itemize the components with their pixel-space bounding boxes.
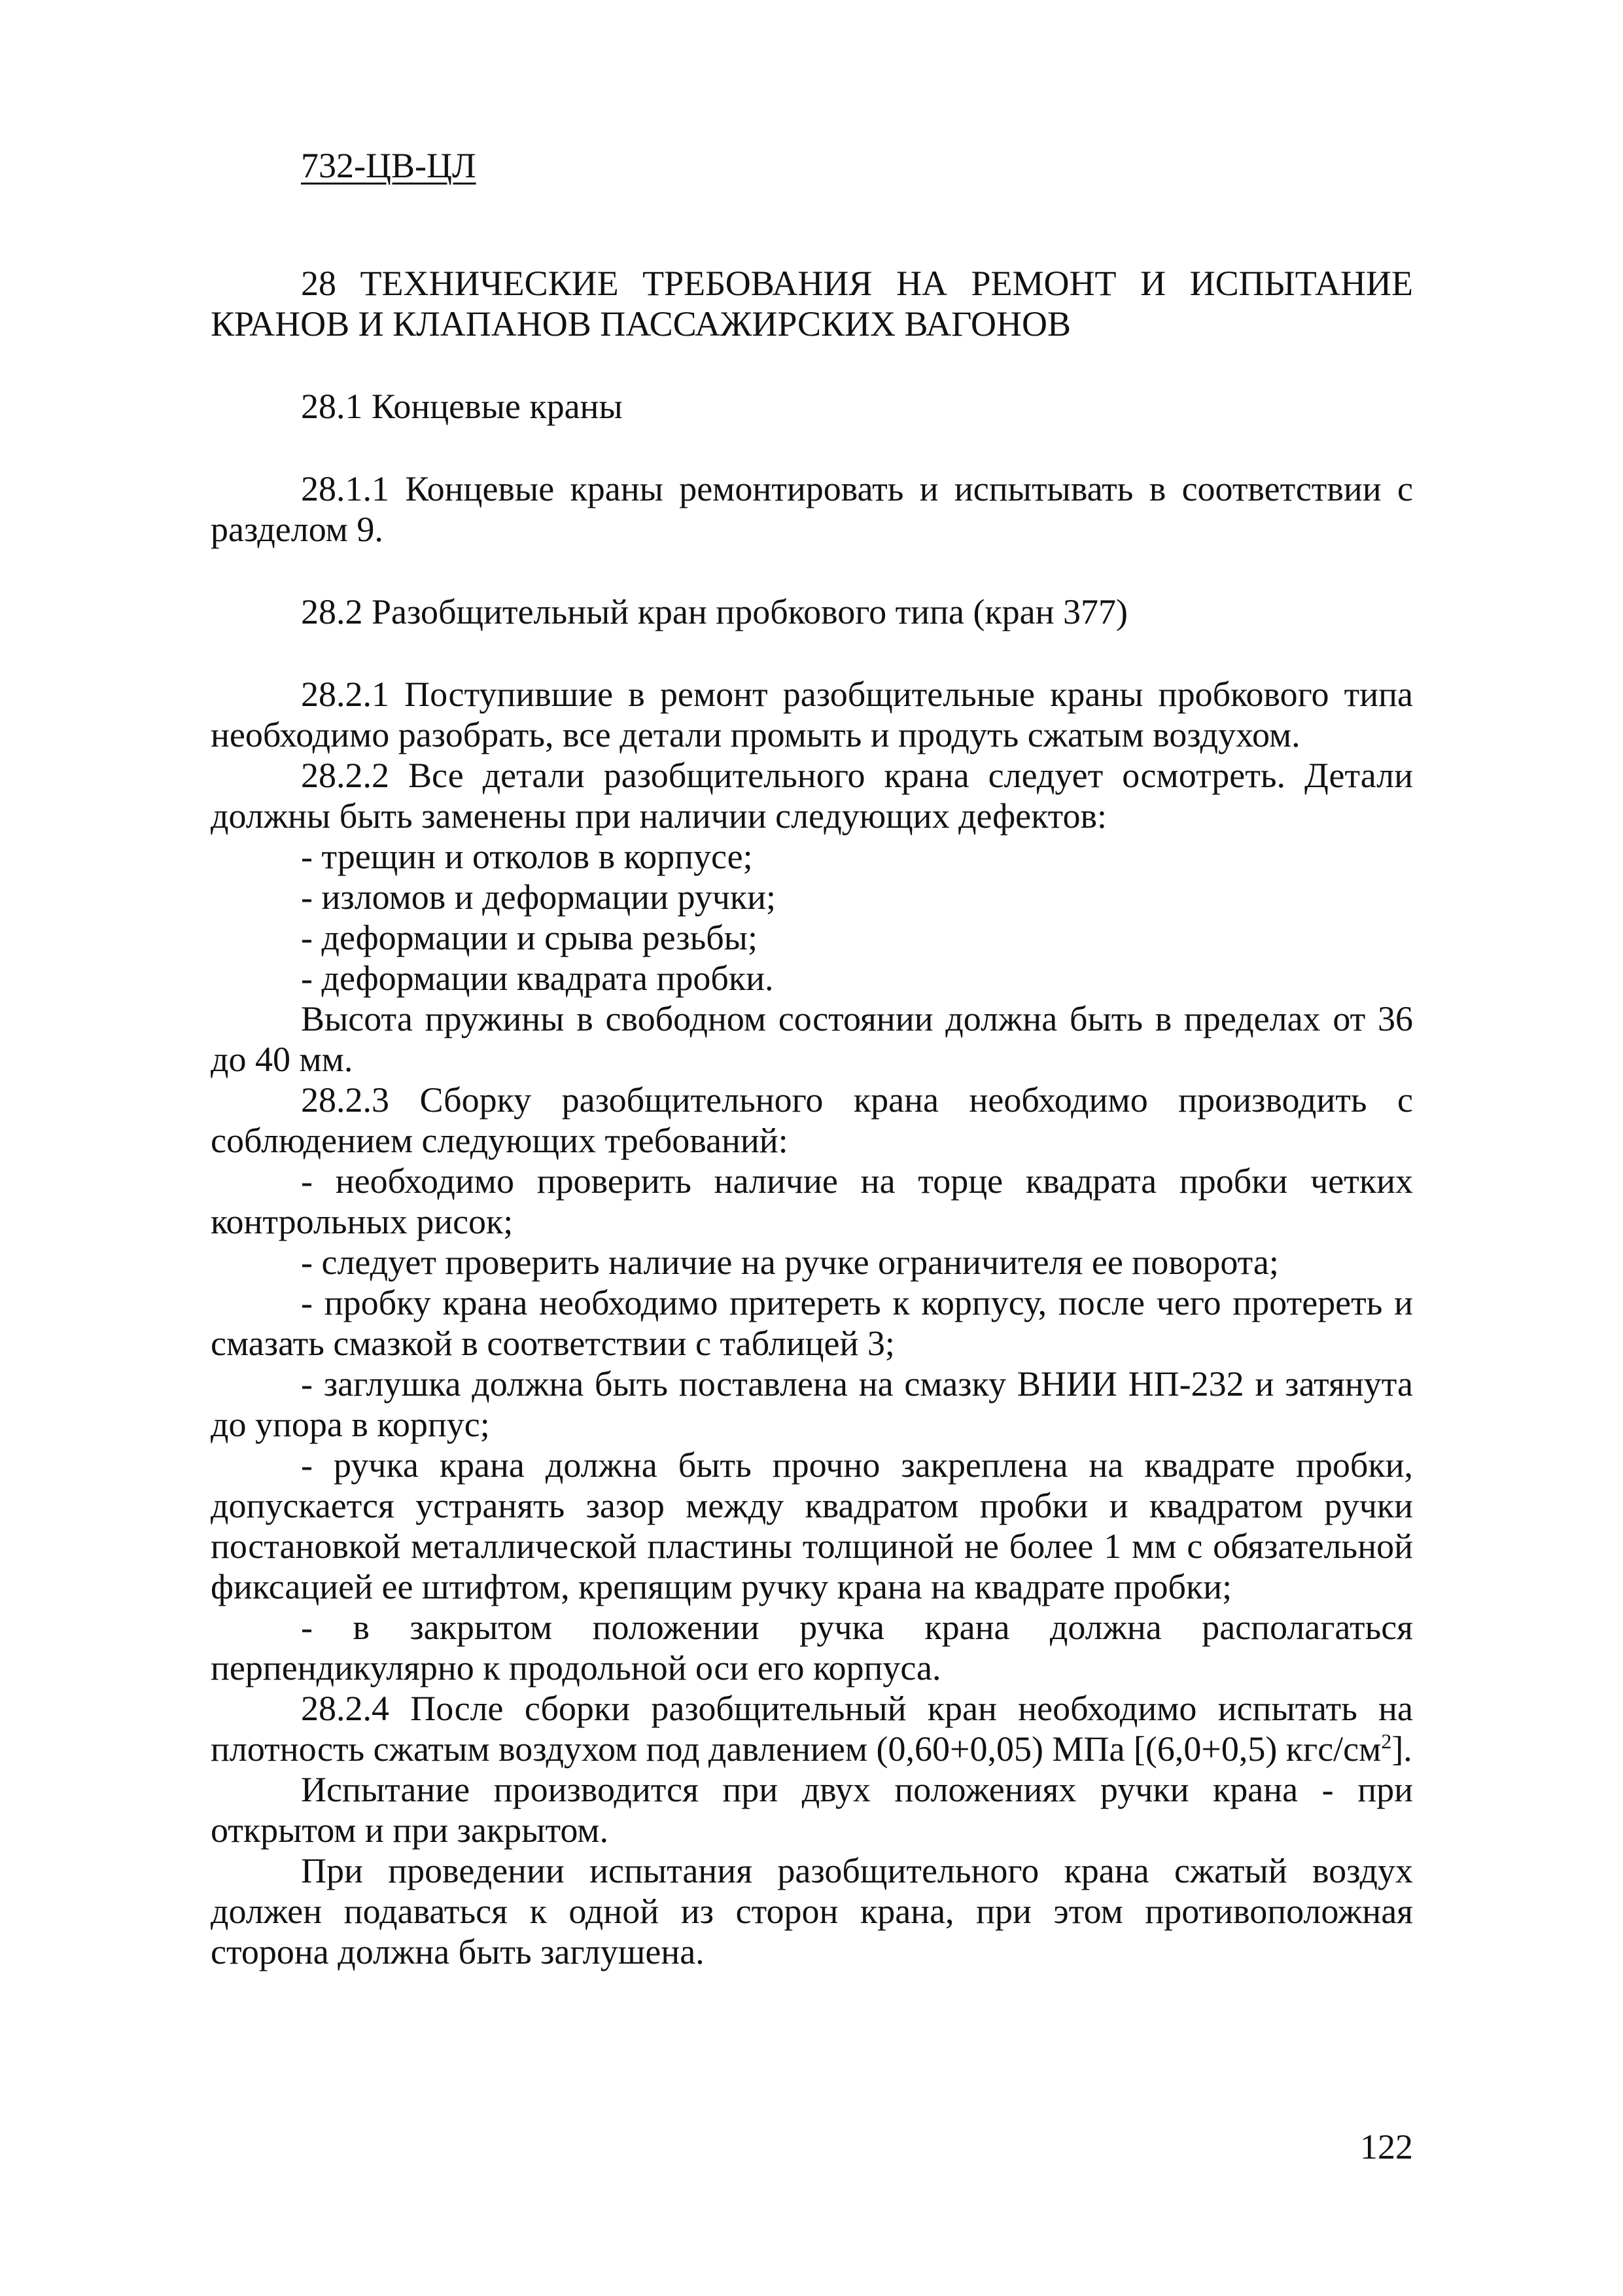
paragraph-28-2-3: 28.2.3 Сборку разобщительного крана необходимо производить с соблюдением следующих требований: — [211, 1080, 1413, 1160]
requirement-item: - необходимо проверить наличие на торце квадрата пробки четких контрольных рисок; — [211, 1161, 1413, 1241]
heading-28-1: 28.1 Концевые краны — [301, 387, 623, 426]
heading-28-2: 28.2 Разобщительный кран пробкового типа (кран 377) — [301, 592, 1128, 631]
defect-item: - деформации квадрата пробки. — [301, 959, 774, 998]
unit-superscript: 2 — [1381, 1729, 1392, 1753]
requirement-item: - заглушка должна быть поставлена на смазку ВНИИ НП-232 и затянута до упора в корпус; — [211, 1364, 1413, 1444]
requirement-item: - пробку крана необходимо притереть к корпусу, после чего протереть и смазать смазкой в соответствии с таблицей 3; — [211, 1283, 1413, 1363]
defect-item: - изломов и деформации ручки; — [301, 877, 777, 917]
document-code: 732-ЦВ-ЦЛ — [301, 146, 476, 185]
paragraph-28-2-4-text: 28.2.4 После сборки разобщительный кран необходимо испытать на плотность сжатым воздухом под давлением (0,60+0,05) МПа [(6,0+0,5) кгс/см — [211, 1689, 1413, 1769]
test-positions-paragraph: Испытание производится при двух положениях ручки крана - при открытом и при закрытом. — [211, 1770, 1413, 1850]
defect-item: - деформации и срыва резьбы; — [301, 918, 758, 957]
defect-item: - трещин и отколов в корпусе; — [301, 837, 753, 876]
spring-height-paragraph: Высота пружины в свободном состоянии должна быть в пределах от 36 до 40 мм. — [211, 999, 1413, 1079]
paragraph-28-2-1: 28.2.1 Поступившие в ремонт разобщительные краны пробкового типа необходимо разобрать, все детали промыть и продуть сжатым воздухом. — [211, 675, 1413, 754]
section-title: 28 ТЕХНИЧЕСКИЕ ТРЕБОВАНИЯ НА РЕМОНТ И ИСПЫТАНИЕ КРАНОВ И КЛАПАНОВ ПАССАЖИРСКИХ ВАГОНОВ — [211, 264, 1413, 344]
page-number: 122 — [1360, 2127, 1413, 2166]
requirement-item: - следует проверить наличие на ручке ограничителя ее поворота; — [301, 1243, 1279, 1282]
requirement-item: - в закрытом положении ручка крана должна располагаться перпендикулярно к продольной оси его корпуса. — [211, 1608, 1413, 1687]
paragraph-28-2-2: 28.2.2 Все детали разобщительного крана следует осмотреть. Детали должны быть заменены при наличии следующих дефектов: — [211, 756, 1413, 836]
paragraph-28-1-1: 28.1.1 Концевые краны ремонтировать и испытывать в соответствии с разделом 9. — [211, 469, 1413, 549]
test-procedure-paragraph: При проведении испытания разобщительного крана сжатый воздух должен подаваться к одной из сторон крана, при этом противоположная сторона должна быть заглушена. — [211, 1851, 1413, 1971]
requirement-item: - ручка крана должна быть прочно закреплена на квадрате пробки, допускается устранять зазор между квадратом пробки и квадратом ручки постановкой металлической пластины толщиной не более 1 мм с обязательной фиксацией ее штифтом, крепящим ручку крана на квадрате пробки; — [211, 1445, 1413, 1606]
paragraph-28-2-4-end: ]. — [1391, 1729, 1412, 1769]
paragraph-28-2-4 — [211, 1688, 1413, 1769]
page-content — [211, 145, 1413, 1972]
